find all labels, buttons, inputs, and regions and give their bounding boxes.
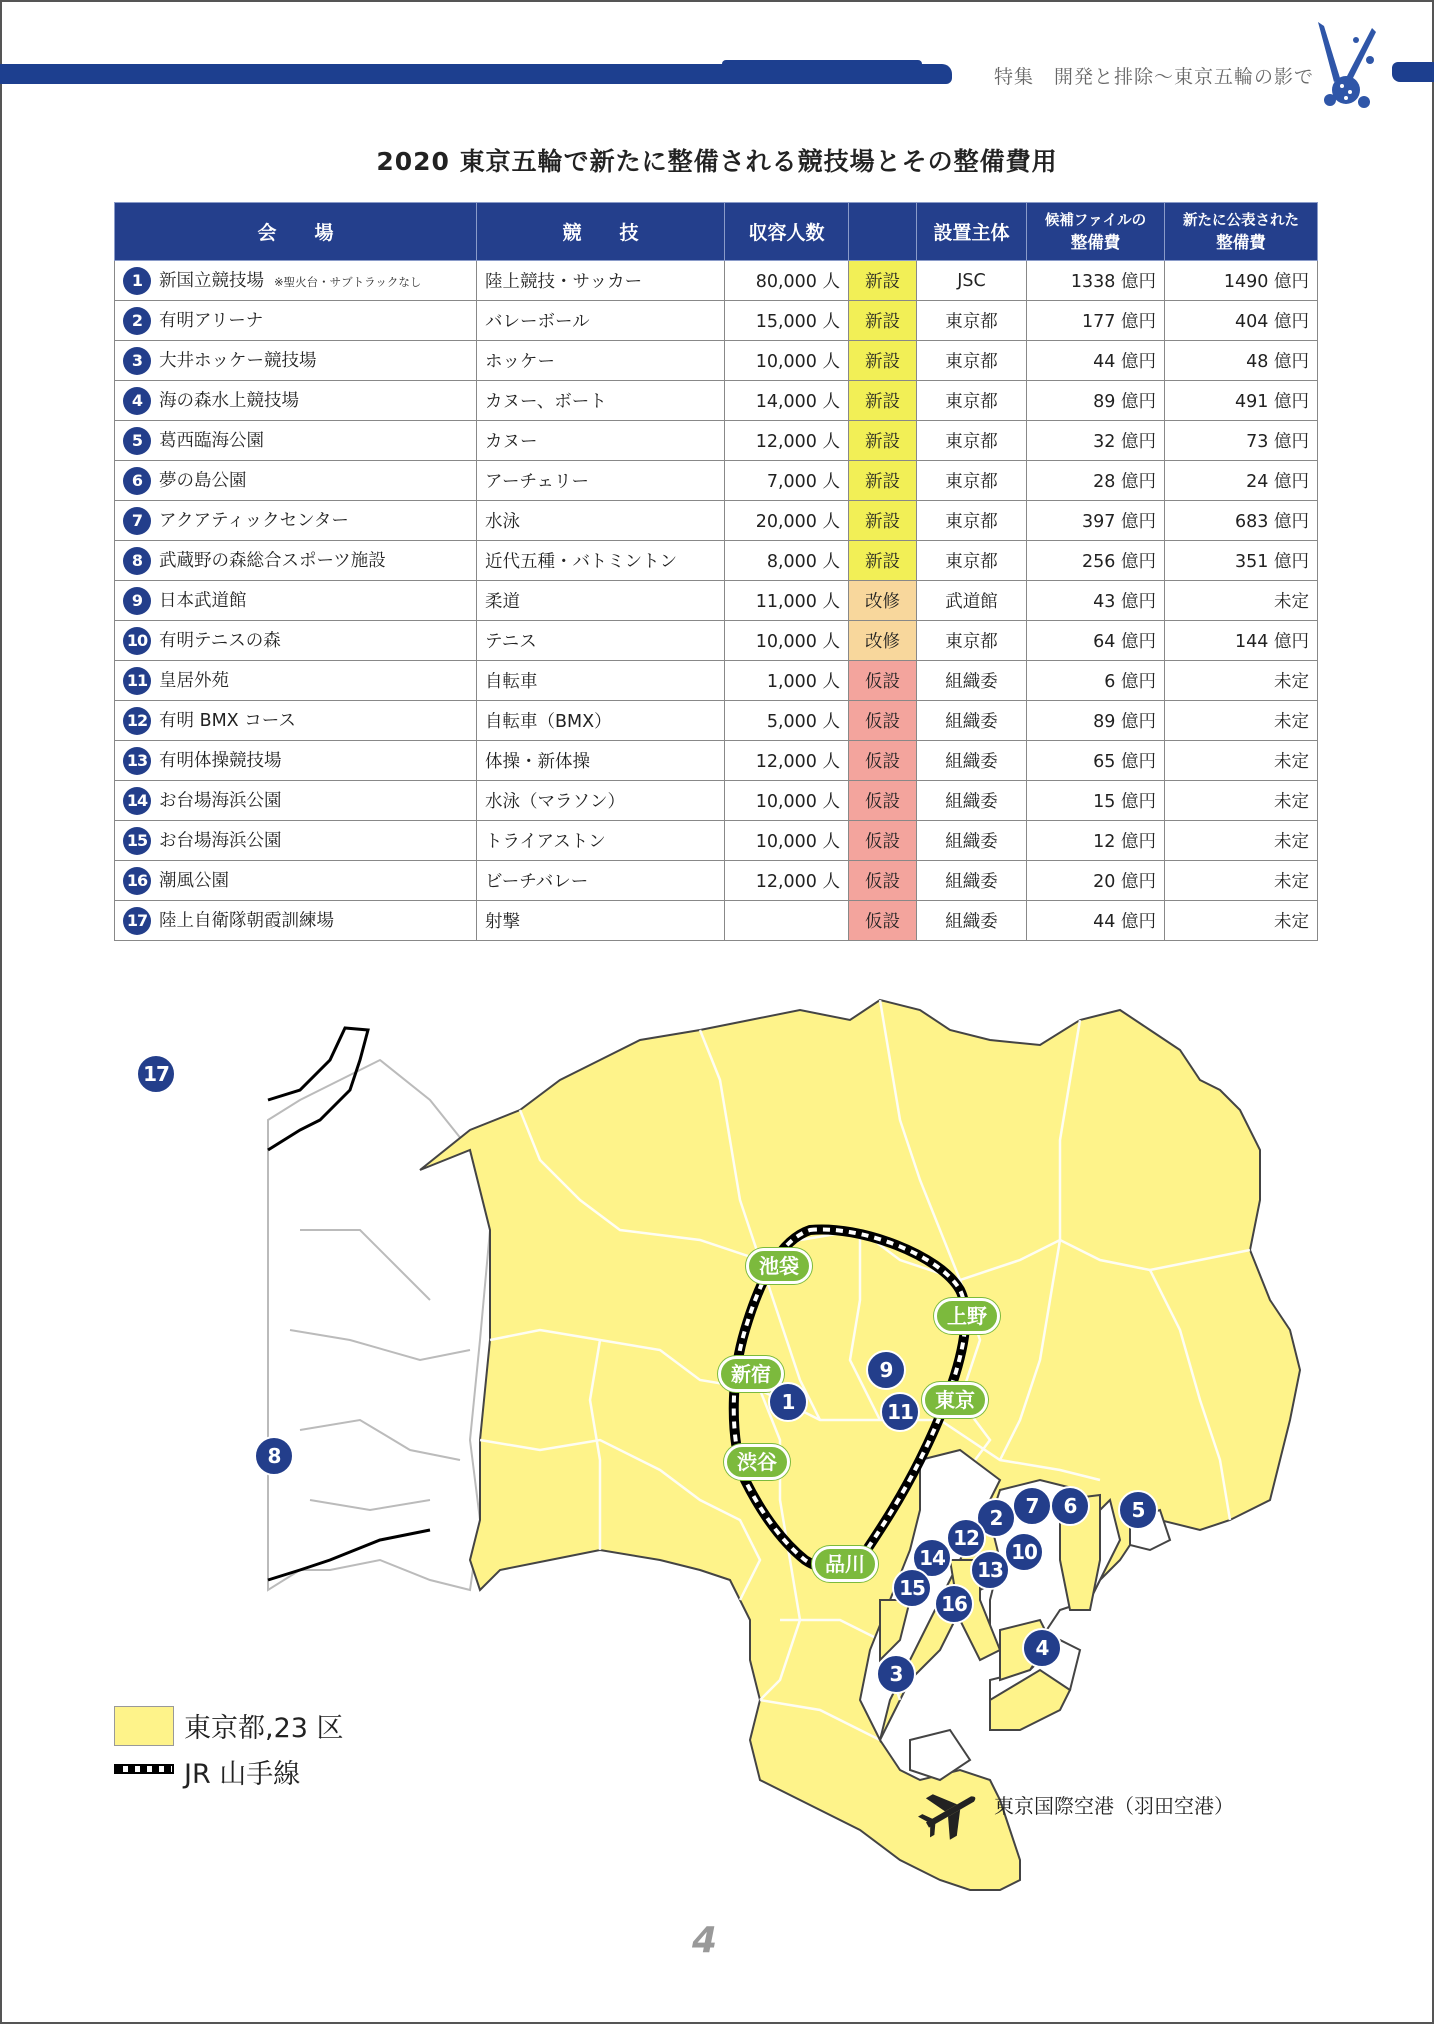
build-type-cell: 仮設: [849, 741, 917, 781]
new-cost-cell: 48 億円: [1165, 341, 1318, 381]
station-tokyo: 東京: [922, 1382, 988, 1418]
venue-marker-12: 12: [946, 1518, 986, 1558]
venue-marker-11: 11: [880, 1392, 920, 1432]
sport-cell: 水泳: [477, 501, 725, 541]
new-cost-cell: 未定: [1165, 661, 1318, 701]
venue-name: 有明アリーナ: [159, 310, 264, 331]
page-number: 4: [692, 1920, 718, 1961]
owner-cell: 組織委: [917, 701, 1027, 741]
candidate-cost-cell: 89 億円: [1027, 381, 1165, 421]
legend-area-label: 東京都,23 区: [184, 1713, 344, 1744]
candidate-cost-cell: 44 億円: [1027, 901, 1165, 941]
candidate-cost-cell: 32 億円: [1027, 421, 1165, 461]
sport-cell: テニス: [477, 621, 725, 661]
venue-name: 海の森水上競技場: [159, 390, 299, 411]
capacity-cell: 8,000 人: [725, 541, 849, 581]
new-cost-cell: 未定: [1165, 741, 1318, 781]
venue-name: 有明 BMX コース: [159, 710, 296, 731]
venue-number-badge: 13: [123, 747, 151, 775]
legend-area-swatch: [114, 1706, 174, 1746]
venue-name: 大井ホッケー競技場: [159, 350, 317, 371]
owner-cell: 東京都: [917, 621, 1027, 661]
venue-number-badge: 15: [123, 827, 151, 855]
capacity-cell: 12,000 人: [725, 861, 849, 901]
capacity-cell: 10,000 人: [725, 821, 849, 861]
new-cost-cell: 351 億円: [1165, 541, 1318, 581]
sport-cell: 柔道: [477, 581, 725, 621]
build-type-cell: 仮設: [849, 821, 917, 861]
venue-number-badge: 17: [123, 907, 151, 935]
capacity-cell: 12,000 人: [725, 421, 849, 461]
venue-marker-15: 15: [892, 1568, 932, 1608]
owner-cell: 東京都: [917, 381, 1027, 421]
sport-cell: アーチェリー: [477, 461, 725, 501]
venue-name: 葛西臨海公園: [159, 430, 264, 451]
new-cost-cell: 404 億円: [1165, 301, 1318, 341]
candidate-cost-cell: 12 億円: [1027, 821, 1165, 861]
venue-marker-13: 13: [970, 1550, 1010, 1590]
venue-name: お台場海浜公園: [159, 790, 282, 811]
venue-number-badge: 14: [123, 787, 151, 815]
build-type-cell: 新設: [849, 421, 917, 461]
capacity-cell: 10,000 人: [725, 341, 849, 381]
new-cost-cell: 491 億円: [1165, 381, 1318, 421]
venue-marker-9: 9: [866, 1350, 906, 1390]
venue-number-badge: 2: [123, 307, 151, 335]
sport-cell: 近代五種・バトミントン: [477, 541, 725, 581]
sport-cell: トライアストン: [477, 821, 725, 861]
new-cost-cell: 144 億円: [1165, 621, 1318, 661]
capacity-cell: 5,000 人: [725, 701, 849, 741]
sport-cell: カヌー: [477, 421, 725, 461]
header-sport: 競 技: [477, 203, 725, 261]
candidate-cost-cell: 6 億円: [1027, 661, 1165, 701]
owner-cell: 東京都: [917, 421, 1027, 461]
venue-number-badge: 10: [123, 627, 151, 655]
legend-line-swatch: [114, 1764, 174, 1774]
owner-cell: 組織委: [917, 901, 1027, 941]
build-type-cell: 新設: [849, 381, 917, 421]
capacity-cell: 80,000 人: [725, 261, 849, 301]
venue-name: 有明体操競技場: [159, 750, 282, 771]
build-type-cell: 新設: [849, 301, 917, 341]
new-cost-cell: 24 億円: [1165, 461, 1318, 501]
capacity-cell: 14,000 人: [725, 381, 849, 421]
venue-marker-4: 4: [1022, 1628, 1062, 1668]
legend-line-label: JR 山手線: [184, 1759, 301, 1790]
sport-cell: 陸上競技・サッカー: [477, 261, 725, 301]
venue-number-badge: 6: [123, 467, 151, 495]
venue-marker-8: 8: [254, 1436, 294, 1476]
header-owner: 設置主体: [917, 203, 1027, 261]
owner-cell: 組織委: [917, 781, 1027, 821]
candidate-cost-cell: 65 億円: [1027, 741, 1165, 781]
venue-number-badge: 12: [123, 707, 151, 735]
build-type-cell: 新設: [849, 541, 917, 581]
new-cost-cell: 未定: [1165, 861, 1318, 901]
venue-number-badge: 3: [123, 347, 151, 375]
build-type-cell: 新設: [849, 501, 917, 541]
new-cost-cell: 未定: [1165, 821, 1318, 861]
candidate-cost-cell: 256 億円: [1027, 541, 1165, 581]
venue-marker-7: 7: [1012, 1486, 1052, 1526]
venue-marker-10: 10: [1004, 1532, 1044, 1572]
capacity-cell: 20,000 人: [725, 501, 849, 541]
venue-marker-5: 5: [1118, 1490, 1158, 1530]
venue-marker-16: 16: [934, 1584, 974, 1624]
capacity-cell: 1,000 人: [725, 661, 849, 701]
build-type-cell: 仮設: [849, 901, 917, 941]
new-cost-cell: 未定: [1165, 581, 1318, 621]
venue-marker-2: 2: [976, 1498, 1016, 1538]
station-ikebukuro: 池袋: [746, 1248, 812, 1284]
venue-marker-3: 3: [876, 1654, 916, 1694]
candidate-cost-cell: 177 億円: [1027, 301, 1165, 341]
candidate-cost-cell: 44 億円: [1027, 341, 1165, 381]
venue-number-badge: 16: [123, 867, 151, 895]
new-cost-cell: 73 億円: [1165, 421, 1318, 461]
header-venue: 会 場: [115, 203, 477, 261]
candidate-cost-cell: 15 億円: [1027, 781, 1165, 821]
venue-name: 潮風公園: [159, 870, 229, 891]
station-ueno: 上野: [934, 1298, 1000, 1334]
owner-cell: 東京都: [917, 461, 1027, 501]
station-shinagawa: 品川: [812, 1546, 878, 1582]
sport-cell: 体操・新体操: [477, 741, 725, 781]
venue-number-badge: 7: [123, 507, 151, 535]
venue-name: 夢の島公園: [159, 470, 247, 491]
build-type-cell: 改修: [849, 621, 917, 661]
venue-marker-14: 14: [912, 1538, 952, 1578]
candidate-cost-cell: 397 億円: [1027, 501, 1165, 541]
sport-cell: 自転車: [477, 661, 725, 701]
owner-cell: JSC: [917, 261, 1027, 301]
owner-cell: 組織委: [917, 861, 1027, 901]
venue-name: 陸上自衛隊朝霞訓練場: [159, 910, 334, 931]
tokyo-23-wards-area: [420, 1000, 1300, 1890]
venue-name: 新国立競技場: [159, 270, 264, 291]
owner-cell: 組織委: [917, 821, 1027, 861]
candidate-cost-cell: 20 億円: [1027, 861, 1165, 901]
header-capacity: 収容人数: [725, 203, 849, 261]
sport-cell: 射撃: [477, 901, 725, 941]
venue-name: 皇居外苑: [159, 670, 229, 691]
build-type-cell: 仮設: [849, 701, 917, 741]
sport-cell: 自転車（BMX）: [477, 701, 725, 741]
build-type-cell: 新設: [849, 261, 917, 301]
venue-name: アクアティックセンター: [159, 510, 349, 531]
build-type-cell: 新設: [849, 461, 917, 501]
sport-cell: カヌー、ボート: [477, 381, 725, 421]
capacity-cell: 10,000 人: [725, 781, 849, 821]
sport-cell: バレーボール: [477, 301, 725, 341]
capacity-cell: 7,000 人: [725, 461, 849, 501]
sport-cell: 水泳（マラソン）: [477, 781, 725, 821]
build-type-cell: 新設: [849, 341, 917, 381]
venue-number-badge: 5: [123, 427, 151, 455]
candidate-cost-cell: 1338 億円: [1027, 261, 1165, 301]
venue-note: ※聖火台・サブトラックなし: [274, 274, 422, 289]
build-type-cell: 仮設: [849, 861, 917, 901]
airport-label: 東京国際空港（羽田空港）: [994, 1794, 1234, 1818]
venue-marker-1: 1: [768, 1382, 808, 1422]
owner-cell: 東京都: [917, 341, 1027, 381]
header-cost-new-line2: 整備費: [1216, 232, 1266, 252]
owner-cell: 組織委: [917, 661, 1027, 701]
capacity-cell: 11,000 人: [725, 581, 849, 621]
sport-cell: ホッケー: [477, 341, 725, 381]
header-cost-new-line1: 新たに公表された: [1183, 212, 1299, 229]
venue-number-badge: 8: [123, 547, 151, 575]
new-cost-cell: 683 億円: [1165, 501, 1318, 541]
owner-cell: 東京都: [917, 541, 1027, 581]
station-shinjuku: 新宿: [718, 1356, 784, 1392]
new-cost-cell: 未定: [1165, 701, 1318, 741]
owner-cell: 東京都: [917, 501, 1027, 541]
header-cost-candidate-line1: 候補ファイルの: [1044, 212, 1147, 229]
header-cost-candidate-line2: 整備費: [1070, 232, 1121, 252]
venue-number-badge: 9: [123, 587, 151, 615]
new-cost-cell: 未定: [1165, 781, 1318, 821]
venue-name: お台場海浜公園: [159, 830, 282, 851]
candidate-cost-cell: 64 億円: [1027, 621, 1165, 661]
build-type-cell: 仮設: [849, 661, 917, 701]
build-type-cell: 改修: [849, 581, 917, 621]
new-cost-cell: 未定: [1165, 901, 1318, 941]
new-cost-cell: 1490 億円: [1165, 261, 1318, 301]
venue-number-badge: 4: [123, 387, 151, 415]
owner-cell: 組織委: [917, 741, 1027, 781]
venue-number-badge: 11: [123, 667, 151, 695]
capacity-cell: 15,000 人: [725, 301, 849, 341]
owner-cell: 武道館: [917, 581, 1027, 621]
build-type-cell: 仮設: [849, 781, 917, 821]
candidate-cost-cell: 43 億円: [1027, 581, 1165, 621]
venue-name: 有明テニスの森: [159, 630, 281, 651]
venue-name: 武蔵野の森総合スポーツ施設: [159, 550, 386, 571]
station-shibuya: 渋谷: [724, 1444, 790, 1480]
venue-number-badge: 1: [123, 267, 151, 295]
sport-cell: ビーチバレー: [477, 861, 725, 901]
page-title: 2020 東京五輪で新たに整備される競技場とその整備費用: [376, 147, 1058, 176]
capacity-cell: 10,000 人: [725, 621, 849, 661]
header-section-title: 特集 開発と排除〜東京五輪の影で: [994, 66, 1315, 88]
capacity-cell: 12,000 人: [725, 741, 849, 781]
owner-cell: 東京都: [917, 301, 1027, 341]
venue-name: 日本武道館: [159, 590, 247, 611]
venue-marker-6: 6: [1050, 1486, 1090, 1526]
venue-marker-17: 17: [136, 1054, 176, 1094]
candidate-cost-cell: 28 億円: [1027, 461, 1165, 501]
candidate-cost-cell: 89 億円: [1027, 701, 1165, 741]
